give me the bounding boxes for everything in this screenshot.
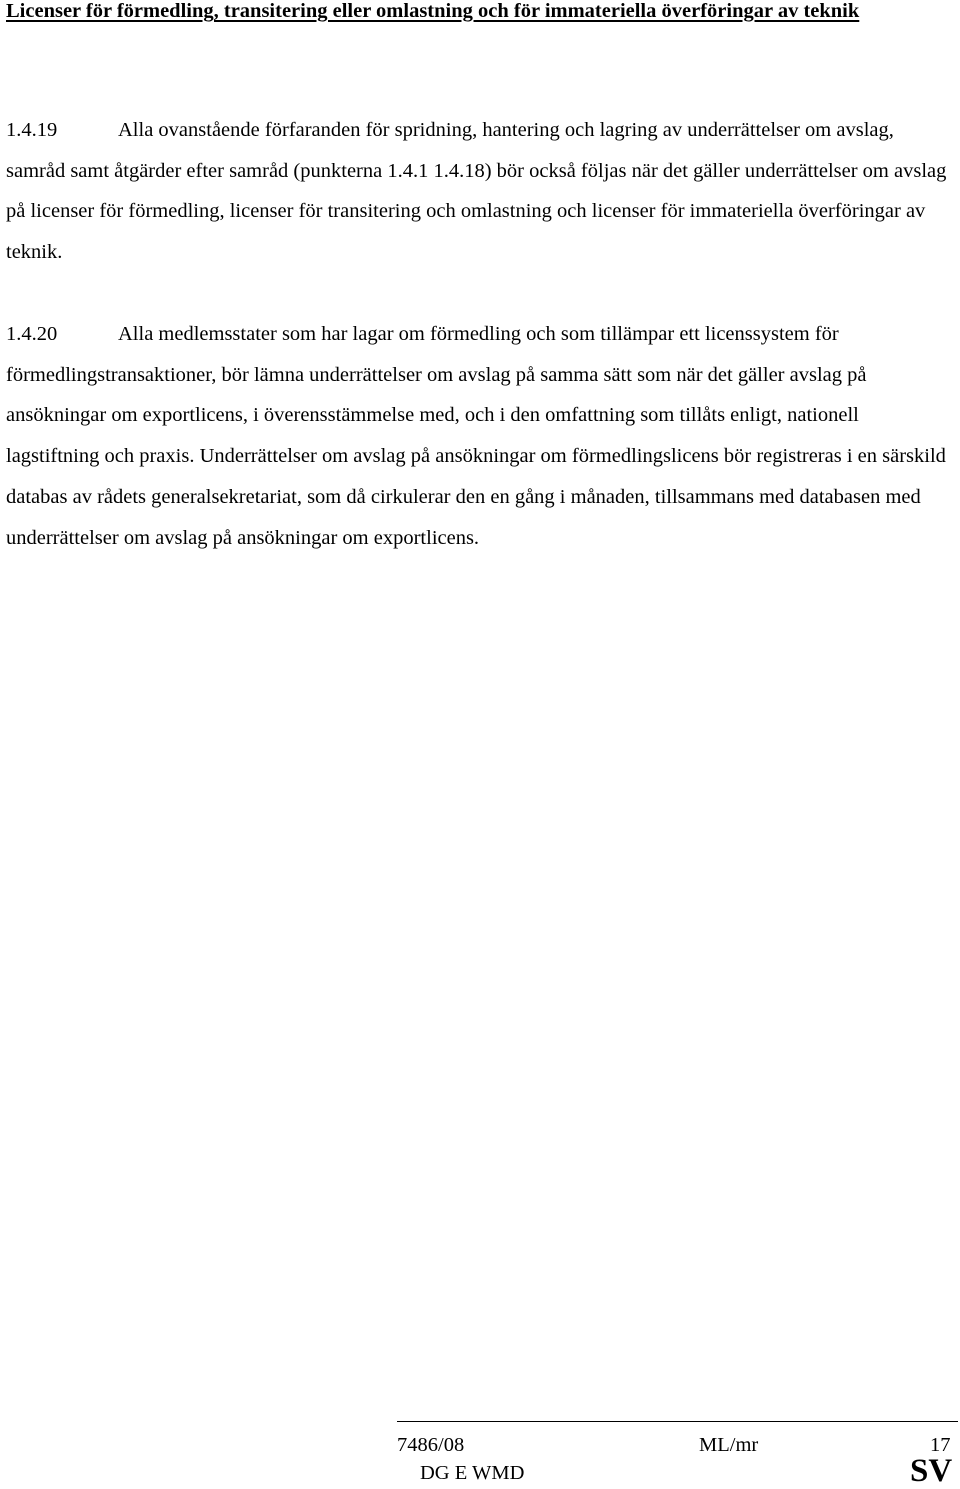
paragraph-number: 1.4.19 — [6, 119, 58, 141]
paragraph-text: Alla medlemsstater som har lagar om förmedling och som tillämpar ett licenssystem för förmedlingstransaktioner, bör lämna underrättelser om avslag på samma sätt som när det gäller avslag på ansökningar om exportlicens, i överensstämmelse med, och i den omfattning som tillåts enligt, nationell lagstiftning och praxis. Underrättelser om avslag på ansökningar om förmedlingslicens bör registreras i en särskild databas av rådets generalsekretariat, som då cirkulerar den en gång i månaden, tillsammans med databasen med underrättelser om avslag på ansökningar om exportlicens. — [6, 323, 946, 549]
paragraph-1-4-20 — [6, 314, 951, 558]
footer-initials: ML/mr — [699, 1434, 759, 1456]
paragraph-number: 1.4.20 — [6, 323, 58, 345]
footer-page-number: 17 — [930, 1434, 951, 1456]
paragraph-1-4-19 — [6, 110, 951, 273]
footer-divider — [397, 1421, 958, 1422]
footer-directorate: DG E WMD — [420, 1462, 525, 1484]
section-heading: Licenser för förmedling, transitering eller omlastning och för immateriella överföringar av teknik — [6, 0, 860, 22]
footer-language-code: SV — [910, 1453, 953, 1489]
footer-document-reference: 7486/08 — [397, 1434, 465, 1456]
paragraph-text: Alla ovanstående förfaranden för spridning, hantering och lagring av underrättelser om avslag, samråd samt åtgärder efter samråd (punkterna 1.4.1 1.4.18) bör också följas när det gäller underrättelser om avslag på licenser för förmedling, licenser för transitering och omlastning och licenser för immateriella överföringar av teknik. — [6, 119, 947, 264]
